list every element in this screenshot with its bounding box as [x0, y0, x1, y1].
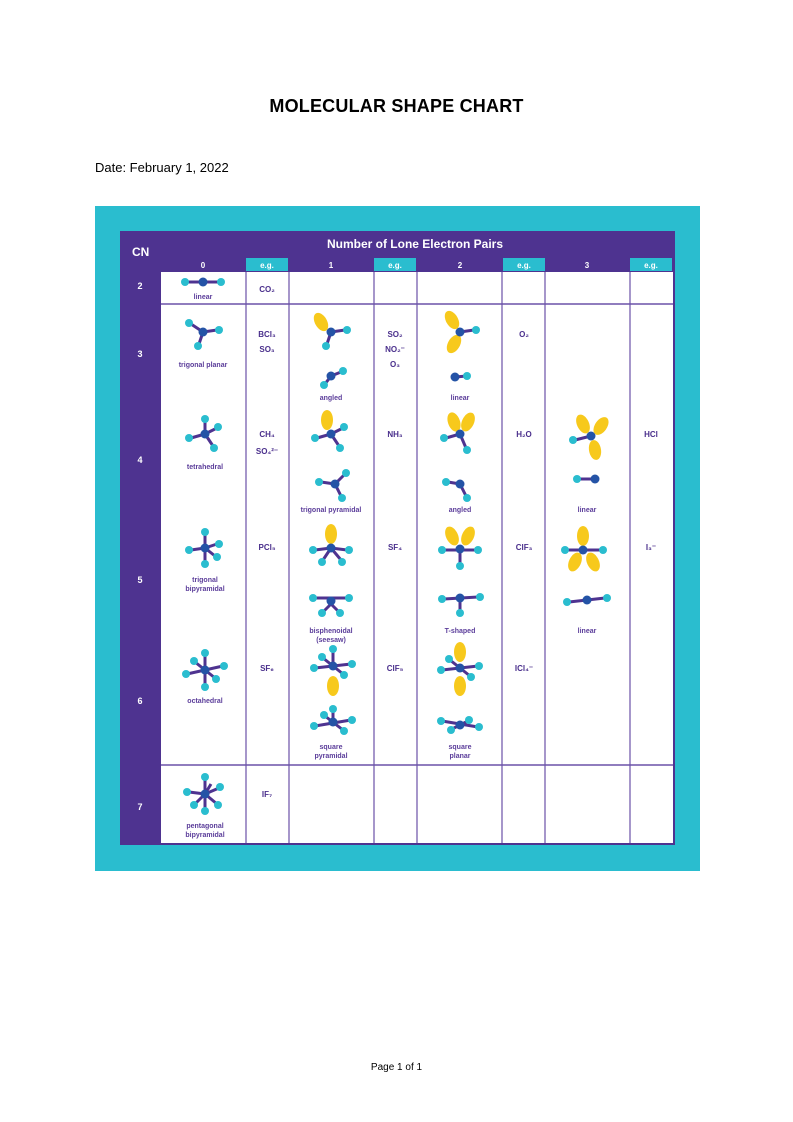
- eg-label-3: e.g.: [644, 261, 658, 270]
- label-linear-2: linear: [193, 294, 213, 301]
- label-t-shaped: T-shaped: [444, 628, 476, 635]
- example-if7: IF₇: [261, 790, 273, 799]
- example-o2: O₂: [519, 330, 529, 339]
- example-bcl3: BCl₃: [258, 330, 276, 339]
- page-title: MOLECULAR SHAPE CHART: [269, 96, 524, 116]
- label-pentagonal-2: bipyramidal: [185, 832, 225, 839]
- molecular-shape-chart: [95, 206, 700, 871]
- cn-row-5: 5: [137, 575, 143, 585]
- example-o3: O₃: [390, 360, 400, 369]
- label-angled-3: angled: [319, 395, 343, 402]
- label-square-planar-1: square: [448, 744, 472, 751]
- label-bisphenoidal-1: bisphenoidal: [309, 628, 353, 635]
- label-trigonal-bipyramidal-1: trigonal: [192, 577, 218, 584]
- eg-label-2: e.g.: [517, 261, 531, 270]
- lp-col-2: 2: [457, 261, 463, 270]
- eg-label-1: e.g.: [388, 261, 402, 270]
- label-square-planar-2: planar: [449, 753, 471, 760]
- example-i3: I₃⁻: [645, 543, 657, 552]
- example-pcl5: PCl₅: [258, 543, 276, 552]
- label-square-pyramidal-1: square: [319, 744, 343, 751]
- label-trigonal-bipyramidal-2: bipyramidal: [185, 586, 225, 593]
- example-co2: CO₂: [259, 285, 275, 294]
- example-sf4: SF₄: [387, 543, 403, 552]
- example-so3: SO₃: [259, 345, 275, 354]
- example-clf3: ClF₃: [515, 543, 533, 552]
- example-ch4: CH₄: [259, 430, 275, 439]
- label-trigonal-planar: trigonal planar: [178, 362, 228, 369]
- page-footer: Page 1 of 1: [370, 1062, 423, 1073]
- eg-label-0: e.g.: [260, 261, 274, 270]
- label-pentagonal-1: pentagonal: [186, 823, 224, 830]
- cn-row-4: 4: [137, 455, 143, 465]
- example-so2: SO₂: [387, 330, 403, 339]
- example-nh3: NH₃: [387, 430, 403, 439]
- example-clf5: ClF₅: [386, 664, 404, 673]
- label-trigonal-pyramidal: trigonal pyramidal: [300, 507, 362, 514]
- cn-row-6: 6: [137, 696, 143, 706]
- date-line: Date: February 1, 2022: [95, 160, 229, 175]
- cn-row-7: 7: [137, 802, 143, 812]
- label-square-pyramidal-2: pyramidal: [314, 753, 348, 760]
- chart-svg: [95, 206, 700, 871]
- label-angled-4: angled: [448, 507, 472, 514]
- example-icl4: ICl₄⁻: [514, 664, 534, 673]
- label-bisphenoidal-2: (seesaw): [316, 637, 346, 644]
- example-so4: SO₄²⁻: [255, 447, 279, 456]
- lp-col-1: 1: [328, 261, 334, 270]
- label-linear-4: linear: [577, 507, 597, 514]
- label-tetrahedral: tetrahedral: [186, 464, 224, 471]
- lone-pairs-header: Number of Lone Electron Pairs: [326, 237, 504, 251]
- example-hcl: HCl: [644, 430, 658, 439]
- cn-row-3: 3: [137, 349, 143, 359]
- example-no2: NO₂⁻: [385, 345, 405, 354]
- lp-col-3: 3: [584, 261, 590, 270]
- example-sf6: SF₆: [260, 664, 274, 673]
- example-h2o: H₂O: [516, 430, 532, 439]
- lp-col-0: 0: [200, 261, 206, 270]
- label-linear-5: linear: [577, 628, 597, 635]
- cn-row-2: 2: [137, 281, 143, 291]
- cn-header: CN: [132, 245, 150, 259]
- label-linear-3: linear: [450, 395, 470, 402]
- label-octahedral: octahedral: [187, 698, 223, 705]
